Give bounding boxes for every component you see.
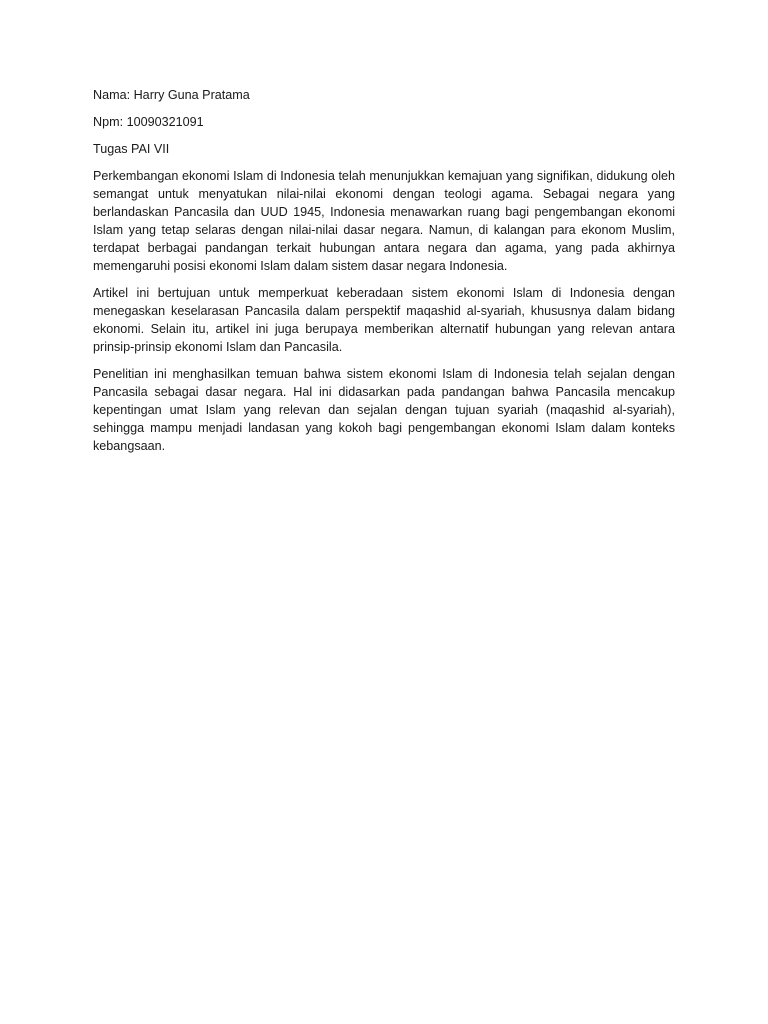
paragraph-purpose: Artikel ini bertujuan untuk memperkuat keberadaan sistem ekonomi Islam di Indonesia dengan menegaskan keselarasan Pancasila dalam perspektif maqashid al-syariah, khususnya dalam bidang ekonomi. Selain itu, artikel ini juga berupaya memberikan alternatif hubungan yang relevan antara prinsip-prinsip ekonomi Islam dan Pancasila. (93, 286, 675, 354)
student-npm: Npm: 10090321091 (93, 115, 204, 129)
paragraph-findings: Penelitian ini menghasilkan temuan bahwa sistem ekonomi Islam di Indonesia telah sejalan dengan Pancasila sebagai dasar negara. Hal ini didasarkan pada pandangan bahwa Pancasila mencakup kepentingan umat Islam yang relevan dan sejalan dengan tujuan syariah (maqashid al-syariah), sehingga mampu menjadi landasan yang kokoh bagi pengembangan ekonomi Islam dalam konteks kebangsaan. (93, 367, 675, 453)
student-name: Nama: Harry Guna Pratama (93, 88, 250, 102)
assignment-title: Tugas PAI VII (93, 142, 170, 156)
document-body (93, 86, 675, 464)
paragraph-introduction: Perkembangan ekonomi Islam di Indonesia telah menunjukkan kemajuan yang signifikan, didukung oleh semangat untuk menyatukan nilai-nilai ekonomi dengan teologi agama. Sebagai negara yang berlandaskan Pancasila dan UUD 1945, Indonesia menawarkan ruang bagi pengembangan ekonomi Islam yang tetap selaras dengan nilai-nilai dasar negara. Namun, di kalangan para ekonom Muslim, terdapat berbagai pandangan terkait hubungan antara negara dan agama, yang pada akhirnya memengaruhi posisi ekonomi Islam dalam sistem dasar negara Indonesia. (93, 169, 675, 273)
